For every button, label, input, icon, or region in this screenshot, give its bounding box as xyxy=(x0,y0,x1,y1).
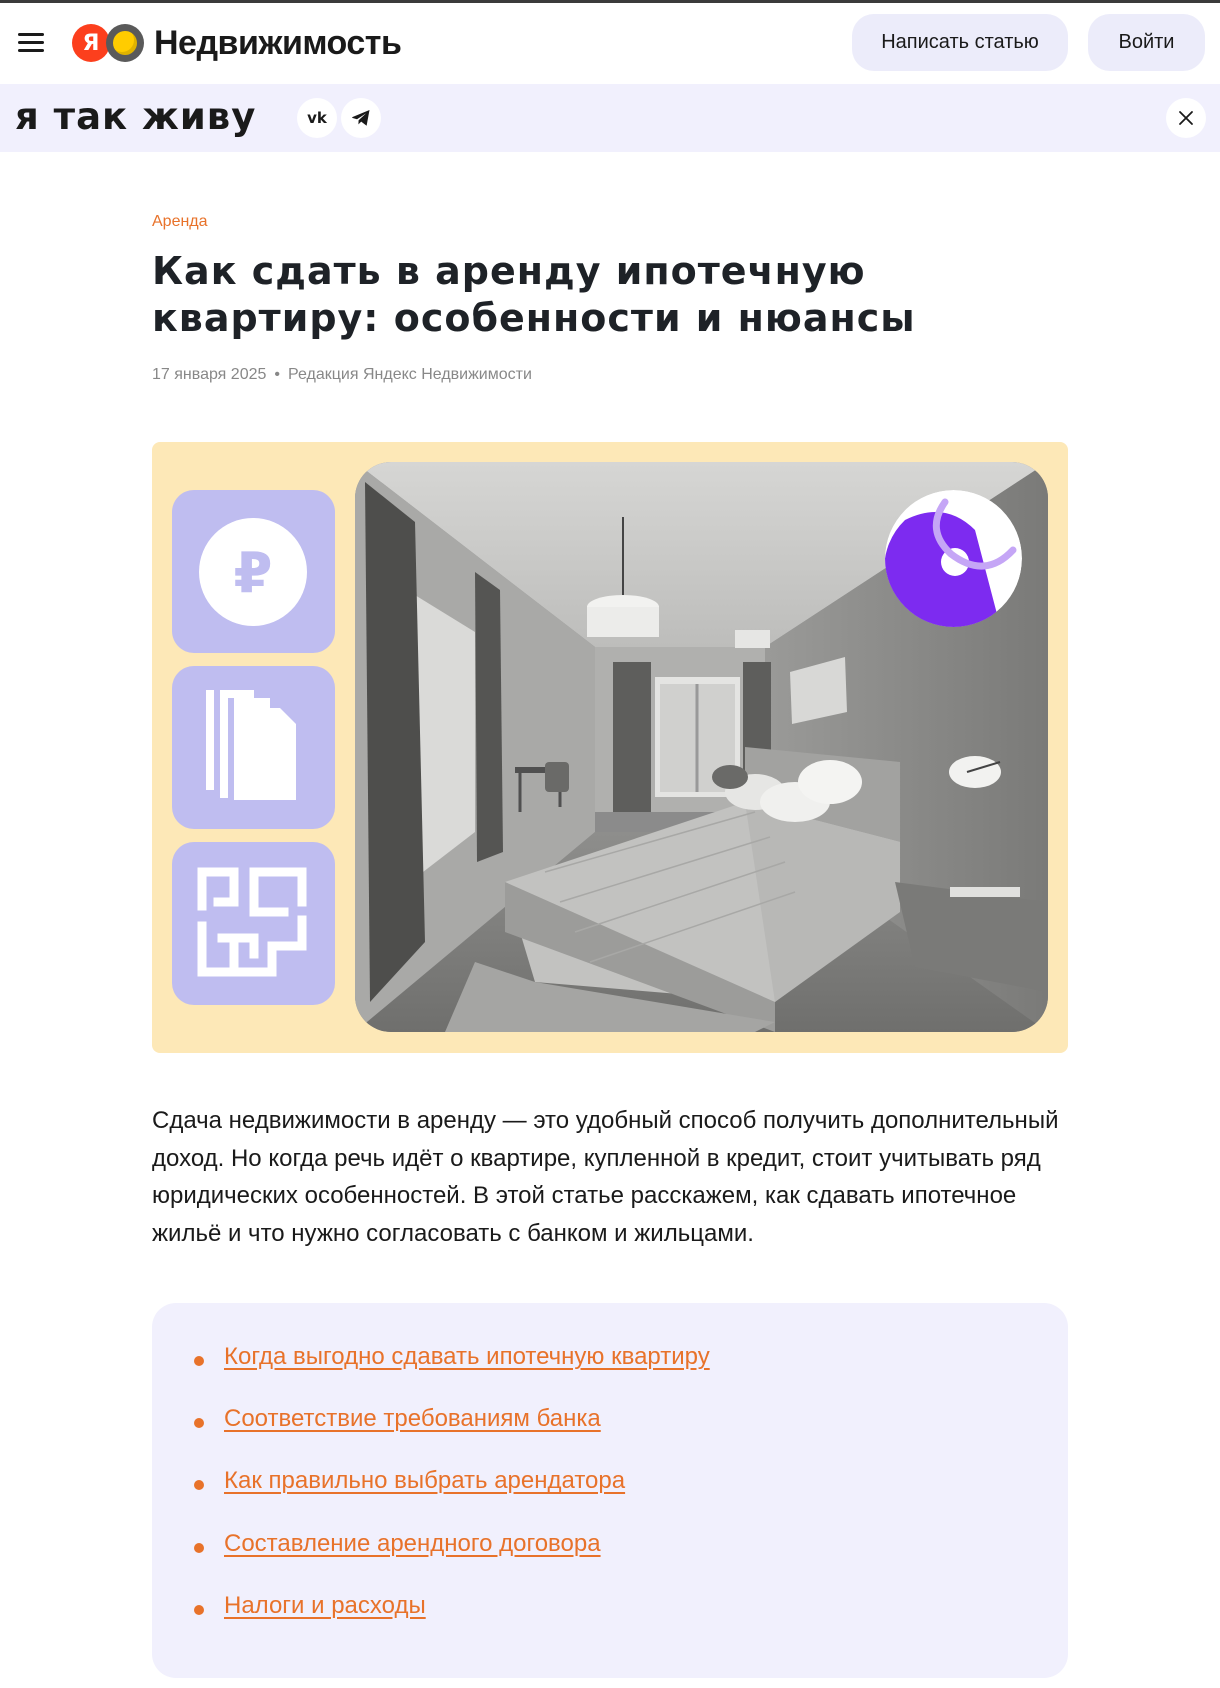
bullet-icon xyxy=(194,1480,204,1490)
documents-icon xyxy=(172,666,335,829)
toc-link-contract[interactable]: Составление арендного договора xyxy=(224,1529,601,1557)
toc-item xyxy=(194,1592,710,1654)
toc-link-taxes[interactable]: Налоги и расходы xyxy=(224,1591,426,1619)
write-article-button[interactable]: Написать статью xyxy=(852,14,1068,71)
article-title: Как сдать в аренду ипотечную квартиру: особенности и нюансы xyxy=(152,249,916,340)
bullet-icon xyxy=(194,1543,204,1553)
article-category[interactable]: Аренда xyxy=(152,213,208,230)
toc-link-tenant[interactable]: Как правильно выбрать арендатора xyxy=(224,1467,626,1495)
badge-graphic xyxy=(885,490,1022,627)
realty-coin-icon xyxy=(106,24,144,62)
article-author[interactable]: Редакция Яндекс Недвижимости xyxy=(288,366,532,383)
header xyxy=(0,3,1220,84)
article-cover-image xyxy=(152,442,1068,1053)
telegram-icon[interactable] xyxy=(341,98,381,138)
ruble-icon xyxy=(172,490,335,653)
strip-title: я так живу xyxy=(15,95,257,138)
logo[interactable] xyxy=(72,23,401,63)
close-icon xyxy=(1178,110,1194,126)
yandex-logo-icon: Я xyxy=(72,24,110,62)
meta-separator: • xyxy=(274,366,280,383)
article-date: 17 января 2025 xyxy=(152,366,267,383)
close-strip-button[interactable] xyxy=(1166,98,1206,138)
table-of-contents xyxy=(152,1303,1068,1678)
bullet-icon xyxy=(194,1356,204,1366)
bullet-icon xyxy=(194,1605,204,1615)
floor-plan-tile xyxy=(172,842,335,1005)
toc-link-profitable[interactable]: Когда выгодно сдавать ипотечную квартиру xyxy=(224,1343,710,1370)
menu-icon[interactable] xyxy=(18,33,44,53)
article-meta xyxy=(152,366,532,384)
toc-item xyxy=(194,1530,710,1592)
bullet-icon xyxy=(194,1418,204,1428)
documents-tile xyxy=(172,666,335,829)
toc-item xyxy=(194,1343,710,1405)
toc-item xyxy=(194,1467,710,1529)
toc-list xyxy=(194,1343,710,1654)
logo-text: Недвижимость xyxy=(154,23,402,62)
vk-icon[interactable]: vk xyxy=(297,98,337,138)
login-button[interactable]: Войти xyxy=(1088,14,1205,71)
telegram-plane-icon xyxy=(351,109,371,127)
svg-text:₽: ₽ xyxy=(233,541,273,606)
ruble-tile xyxy=(172,490,335,653)
purple-badge-icon xyxy=(885,490,1022,627)
toc-link-bank-requirements[interactable]: Соответствие требованиям банка xyxy=(224,1405,601,1433)
floor-plan-icon xyxy=(172,842,335,1005)
article-intro: Сдача недвижимости в аренду — это удобный способ получить дополнительный доход. Но когда речь идёт о квартире, купленной в кредит, стоит учитывать ряд юридических особенностей. В этой статье расскажем, как сдавать ипотечное жильё и что нужно согласовать с банком и жильцами. xyxy=(152,1107,1059,1247)
promo-strip xyxy=(0,84,1220,152)
toc-item xyxy=(194,1405,710,1467)
